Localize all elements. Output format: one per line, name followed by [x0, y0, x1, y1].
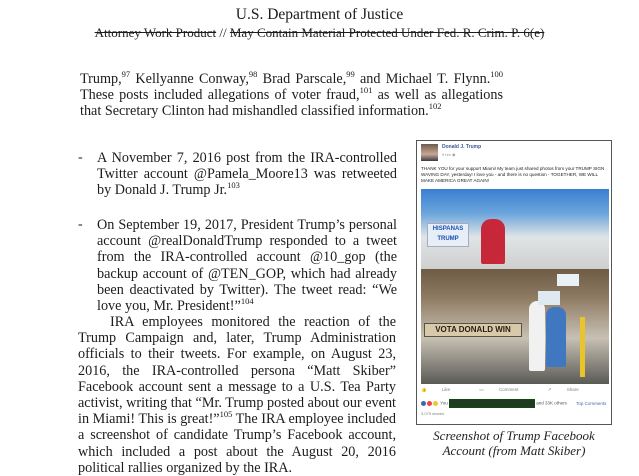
like-label: Like — [441, 387, 451, 392]
footnote-ref[interactable]: 101 — [359, 85, 373, 96]
fb-post-text: THANK YOU for your support Miami! My team just shared photos from your TRUMP SIGN WAVING DAY, yesterday! I love you - and there is no question - TOGETHER, WE WILL MAKE AMERICA GREAT AGAIN! — [421, 166, 605, 183]
globe-icon: ◉ — [452, 152, 456, 157]
rally-person — [546, 307, 566, 367]
facebook-screenshot-figure — [416, 140, 612, 425]
like-reaction-icon — [421, 401, 426, 406]
footnote-ref[interactable]: 104 — [240, 296, 254, 307]
body-paragraph — [78, 314, 396, 476]
figure-caption — [404, 428, 624, 458]
sign-vota-donald: VOTA DONALD WIN — [424, 323, 522, 337]
rally-sign — [557, 274, 579, 286]
fb-post-header — [421, 144, 609, 166]
header-classification — [0, 25, 639, 41]
rally-sign — [538, 291, 560, 305]
fb-post-time — [442, 152, 456, 157]
thumbs-up-icon: 👍 — [421, 387, 427, 392]
bullet-text: A November 7, 2016 post from the IRA-controlled Twitter account @Pamela_Moore13 was retweeted by Donald J. Trump Jr. — [97, 150, 397, 199]
text-run: Brad Parscale, — [257, 71, 347, 87]
footnote-ref[interactable]: 100 — [490, 69, 503, 79]
rally-person — [529, 301, 545, 371]
caption-line: Account (from Matt Skiber) — [442, 443, 586, 458]
caption-line: Screenshot of Trump Facebook — [433, 428, 595, 443]
bullet-text: On September 19, 2017, President Trump’s personal account @realDonaldTrump responded to a tweet from the IRA-controlled account @10_gop (the backup account of @TEN_GOP, which had already been deactivated by Twitter). The tweet read: “We love you, Mr. President!” — [97, 217, 397, 315]
footnote-ref[interactable]: 98 — [248, 69, 258, 79]
header-separator: // — [216, 25, 230, 40]
comment-label: Comment — [498, 387, 519, 392]
footnote-ref[interactable]: 103 — [227, 180, 240, 191]
footnote-ref[interactable]: 102 — [428, 101, 442, 112]
fb-reactions-bar — [421, 399, 609, 409]
header-title: U.S. Department of Justice — [235, 6, 404, 23]
wow-reaction-icon — [433, 401, 438, 406]
yellow-pole — [580, 317, 585, 377]
time-text: 9 hrs — [442, 152, 451, 157]
bullet-dash: - — [78, 150, 83, 165]
header-work-product: Attorney Work Product — [94, 25, 217, 40]
text-run: These posts included allegations of voter fraud, — [80, 87, 360, 104]
avatar — [421, 144, 438, 161]
intro-paragraph — [80, 71, 503, 120]
body-text: The IRA employee included a screenshot of candidate Trump’s Facebook account, which included a post about the August 20, 2016 political rallies organized by the IRA. — [78, 411, 396, 476]
share-icon: ↗ — [547, 387, 552, 392]
text-run: Kellyanne Conway, — [130, 71, 249, 87]
reactions-count[interactable]: and 33K others — [536, 400, 567, 406]
fb-action-bar — [421, 387, 609, 397]
share-label: Share — [566, 387, 579, 392]
rally-photo-collage — [421, 189, 609, 384]
bullet-dash: - — [78, 217, 83, 232]
fb-author-name: Donald J. Trump — [442, 144, 482, 150]
fb-shares-count[interactable]: 3,079 shares — [421, 411, 445, 416]
bullet-item-10-gop — [97, 217, 397, 314]
top-comments-dropdown[interactable]: Top Comments — [576, 400, 607, 406]
footnote-ref[interactable]: 105 — [219, 409, 233, 420]
comment-button[interactable] — [479, 387, 532, 392]
footnote-ref[interactable]: 99 — [346, 69, 355, 79]
body-text: IRA employees monitored the reaction of the Trump Campaign and, later, Trump Administration officials to their tweets. For example, on August 23, 2016, the IRA-controlled persona “Matt Skiber” Facebook account sent a message to a U.S. Tea Party activist, writing that “Mr. Trump posted about our event in Miami! This is great!” — [78, 314, 396, 428]
share-button[interactable] — [548, 387, 593, 392]
reactions-you: You — [440, 400, 448, 406]
love-reaction-icon — [427, 401, 432, 406]
text-run: Trump, — [80, 71, 122, 87]
header-grand-jury-notice: May Contain Material Protected Under Fed. R. Crim. P. 6(e) — [229, 25, 545, 40]
sign-hispanas-trump: HISPANAS TRUMP — [427, 223, 469, 247]
rally-person — [481, 219, 505, 264]
footnote-ref[interactable]: 97 — [121, 69, 131, 79]
text-run: as well as allegations that Secretary Clinton had mishandled classified information. — [80, 87, 503, 120]
bullet-item-pamela-moore — [97, 150, 397, 199]
like-button[interactable] — [421, 387, 464, 392]
comment-icon: ▭ — [479, 387, 484, 392]
redaction-personal-privacy — [449, 399, 535, 408]
text-run: and Michael T. Flynn. — [354, 71, 491, 87]
